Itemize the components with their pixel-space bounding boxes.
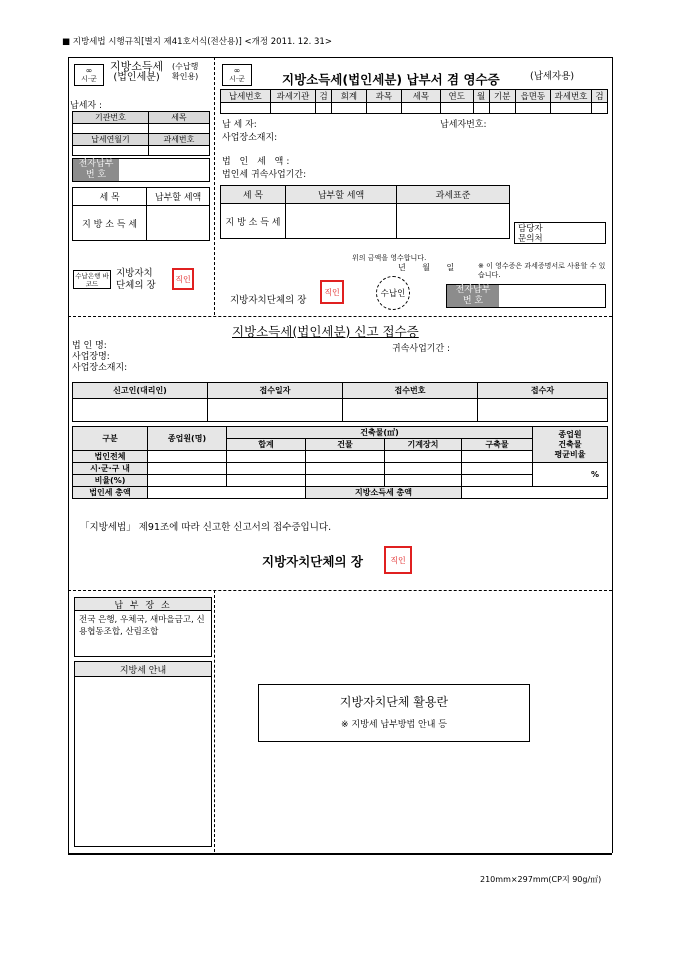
receipt-note: ※ 이 영수증은 과세증명서로 사용할 수 있습니다. xyxy=(478,262,606,279)
logo-text: 시·군 xyxy=(229,75,245,83)
code-header-cell: 월 xyxy=(473,90,489,103)
cert-statement: 「지방세법」 제91조에 따라 신고한 신고서의 접수증입니다. xyxy=(80,522,332,533)
stub-code-grid xyxy=(72,111,210,156)
code-value-cell xyxy=(489,103,515,114)
guide-box xyxy=(74,661,212,847)
bldg-col-category: 구분 xyxy=(73,427,148,451)
cert-head: 지방자치단체의 장 xyxy=(262,554,363,569)
bldg-cell xyxy=(385,475,462,487)
code-header-cell: 기분 xyxy=(489,90,515,103)
code-header-cell: 검 xyxy=(316,90,332,103)
stub-grid-cell xyxy=(148,124,209,134)
cert-cell xyxy=(343,399,478,422)
receipt-address: 사업장소재지: xyxy=(222,133,278,143)
receipt-contact-box xyxy=(514,222,606,244)
cert-title: 지방소득세(법인세분) 신고 접수증 xyxy=(232,324,419,339)
code-value-cell xyxy=(366,103,401,114)
code-value-cell xyxy=(401,103,440,114)
stub-badge xyxy=(172,62,198,82)
bldg-row-local: 시·군·구 내 xyxy=(73,463,148,475)
cut-line-bottom xyxy=(68,590,612,591)
bldg-col-employees: 종업원(명) xyxy=(148,427,227,451)
contact-line2: 문의처 xyxy=(518,234,543,244)
code-value-cell xyxy=(473,103,489,114)
stub-grid-taxno: 과세번호 xyxy=(148,134,209,146)
cert-building-table xyxy=(72,426,608,499)
logo-mark: ∞ xyxy=(233,66,241,75)
receipt-title-suffix: (납세자용) xyxy=(530,71,575,82)
code-header-cell: 읍면동 xyxy=(515,90,550,103)
receipt-title: 지방소득세(법인세분) 납부서 겸 영수증 xyxy=(282,72,500,87)
bldg-col-ratio xyxy=(533,427,608,463)
receipt-col-base: 과세표준 xyxy=(397,186,510,204)
cert-col-number: 접수번호 xyxy=(343,383,478,399)
receipt-head: 지방자치단체의 장 xyxy=(230,295,307,306)
stub-grid-cell xyxy=(73,146,149,156)
cut-line-top xyxy=(68,316,612,317)
cert-corp-name: 법 인 명: xyxy=(72,341,107,351)
stub-col-tax-item: 세 목 xyxy=(73,188,147,206)
e-payment-label2: 번 호 xyxy=(462,296,484,306)
cert-business-address: 사업장소재지: xyxy=(72,363,128,373)
stub-e-payment xyxy=(72,158,210,182)
payment-place-box xyxy=(74,597,212,657)
code-value-cell xyxy=(270,103,315,114)
stub-seal-stamp: 직인 xyxy=(172,268,194,290)
badge-line2: 확인용) xyxy=(172,72,199,81)
cert-business-name: 사업장명: xyxy=(72,352,110,362)
code-header-cell: 과목 xyxy=(366,90,401,103)
code-header-cell: 검 xyxy=(592,90,608,103)
bldg-sub-building: 건물 xyxy=(306,439,385,451)
bottom-divider xyxy=(214,590,215,852)
guide-title: 지방세 안내 xyxy=(75,662,211,677)
e-payment-label1: 전자납부 xyxy=(78,159,114,169)
payment-place-title: 납 부 장 소 xyxy=(75,598,211,611)
receipt-tax-table xyxy=(220,185,510,239)
code-value-cell xyxy=(221,103,271,114)
code-header-cell: 납세번호 xyxy=(221,90,271,103)
receipt-e-payment xyxy=(446,284,606,308)
bldg-percent: % xyxy=(533,463,608,487)
receipt-corp-period: 법인세 귀속사업기간: xyxy=(222,170,307,180)
local-gov-box-subtitle: ※ 지방세 납부방법 안내 등 xyxy=(341,720,447,730)
stub-col-amount: 납부할 세액 xyxy=(147,188,210,206)
code-value-cell xyxy=(316,103,332,114)
bldg-cell xyxy=(306,451,385,463)
receipt-date: 년 월 일 xyxy=(398,263,455,272)
receipt-col-tax-item: 세 목 xyxy=(221,186,286,204)
stub-title-line2: (법인세분) xyxy=(113,72,160,83)
stub-row-tax: 지 방 소 득 세 xyxy=(73,206,147,241)
stub-divider xyxy=(214,57,215,315)
ratio-line2: 건축물 xyxy=(558,439,582,449)
payment-seal-circle: 수납인 xyxy=(376,276,410,310)
cert-info xyxy=(72,341,127,374)
payment-place-text: 전국 은행, 우체국, 새마을금고, 신용협동조합, 산림조합 xyxy=(79,615,205,637)
bldg-row-ratio: 비율(%) xyxy=(73,475,148,487)
bldg-cell xyxy=(227,463,306,475)
form-right-border xyxy=(612,57,613,853)
cert-col-receiver: 접수자 xyxy=(478,383,608,399)
bldg-total-corp-value xyxy=(148,487,306,499)
bldg-cell xyxy=(462,463,533,475)
ratio-line1: 종업원 xyxy=(558,429,582,439)
stub-grid-tax-item: 세목 xyxy=(148,112,209,124)
receipt-corp-tax: 법 인 세 액: xyxy=(222,157,293,167)
code-value-cell xyxy=(515,103,550,114)
local-gov-box-title: 지방자치단체 활용란 xyxy=(339,695,449,709)
stub-tax-table xyxy=(72,187,210,241)
receipt-city-logo xyxy=(222,64,252,86)
code-value-cell xyxy=(332,103,367,114)
receipt-notice: 위의 금액을 영수합니다. xyxy=(352,254,427,262)
stub-title xyxy=(110,61,163,83)
cert-cell xyxy=(73,399,208,422)
code-header-cell: 회계 xyxy=(332,90,367,103)
receipt-row-amount xyxy=(286,204,397,239)
ratio-line3: 평균비율 xyxy=(554,449,586,459)
bldg-total-corp: 법인세 총액 xyxy=(73,487,148,499)
local-gov-box xyxy=(258,684,530,742)
code-value-cell xyxy=(440,103,473,114)
badge-line1: (수납행 xyxy=(172,62,199,71)
logo-mark: ∞ xyxy=(85,66,93,75)
bldg-sub-structure: 구축물 xyxy=(462,439,533,451)
bldg-total-local-value xyxy=(462,487,608,499)
e-payment-label2: 번 호 xyxy=(85,170,107,180)
stub-row-amount xyxy=(147,206,210,241)
cert-cell xyxy=(208,399,343,422)
bldg-cell xyxy=(148,463,227,475)
code-value-cell xyxy=(550,103,591,114)
stub-head-line1: 지방자치 xyxy=(116,268,153,279)
bldg-total-local: 지방소득세 총액 xyxy=(306,487,462,499)
cert-col-date: 접수일자 xyxy=(208,383,343,399)
code-header-cell: 과세기관 xyxy=(270,90,315,103)
bldg-cell xyxy=(462,451,533,463)
contact-line1: 담당자 xyxy=(518,224,543,234)
bldg-cell xyxy=(227,451,306,463)
cert-col-filer: 신고인(대리인) xyxy=(73,383,208,399)
stub-head xyxy=(116,268,156,292)
form-left-border xyxy=(68,57,69,853)
bldg-sub-machinery: 기계장치 xyxy=(385,439,462,451)
stub-grid-cell xyxy=(73,124,149,134)
cert-seal-stamp: 직인 xyxy=(384,546,412,574)
stub-e-payment-label xyxy=(73,159,119,181)
cert-receipt-table xyxy=(72,382,608,422)
bldg-cell xyxy=(148,475,227,487)
bldg-cell xyxy=(306,475,385,487)
code-header-cell: 연도 xyxy=(440,90,473,103)
receipt-seal-stamp: 직인 xyxy=(320,280,344,304)
bldg-cell xyxy=(306,463,385,475)
stub-grid-org: 기관번호 xyxy=(73,112,149,124)
bldg-row-corp: 법인전체 xyxy=(73,451,148,463)
bldg-cell xyxy=(148,451,227,463)
receipt-col-amount: 납부할 세액 xyxy=(286,186,397,204)
bldg-col-building: 건축물(㎡) xyxy=(227,427,533,439)
logo-text: 시·군 xyxy=(81,75,97,83)
bldg-cell xyxy=(462,475,533,487)
e-payment-label1: 전자납부 xyxy=(455,285,491,295)
receipt-taxpayer-no: 납세자번호: xyxy=(440,120,487,130)
stub-grid-cell xyxy=(148,146,209,156)
code-header-cell: 과세번호 xyxy=(550,90,591,103)
stub-head-line2: 단체의 장 xyxy=(116,280,156,291)
form-bottom-border xyxy=(68,853,612,855)
city-logo xyxy=(74,64,104,86)
code-header-cell: 세목 xyxy=(401,90,440,103)
stub-taxpayer-label: 납세자 : xyxy=(70,101,102,111)
receipt-e-payment-label xyxy=(447,285,499,307)
bldg-sub-total: 합계 xyxy=(227,439,306,451)
receipt-row-base xyxy=(397,204,510,239)
regulation-header: ■ 지방세법 시행규칙[별지 제41호서식(전산용)] <개정 2011. 12. 31> xyxy=(62,37,332,47)
receipt-code-headers xyxy=(220,89,608,114)
cert-cell xyxy=(478,399,608,422)
bldg-cell xyxy=(385,451,462,463)
form-top-border xyxy=(68,57,612,58)
bldg-cell xyxy=(227,475,306,487)
stub-title-line1: 지방소득세 xyxy=(110,60,164,73)
cert-period: 귀속사업기간 : xyxy=(392,344,451,354)
bldg-cell xyxy=(385,463,462,475)
receipt-taxpayer: 납 세 자: xyxy=(222,120,257,130)
receipt-row-tax: 지 방 소 득 세 xyxy=(221,204,286,239)
bank-barcode-logo: 수납은행 바코드 xyxy=(73,270,111,289)
code-value-cell xyxy=(592,103,608,114)
stub-grid-period: 납세연월기 xyxy=(73,134,149,146)
paper-spec: 210mm×297mm(CP지 90g/㎡) xyxy=(480,875,602,884)
